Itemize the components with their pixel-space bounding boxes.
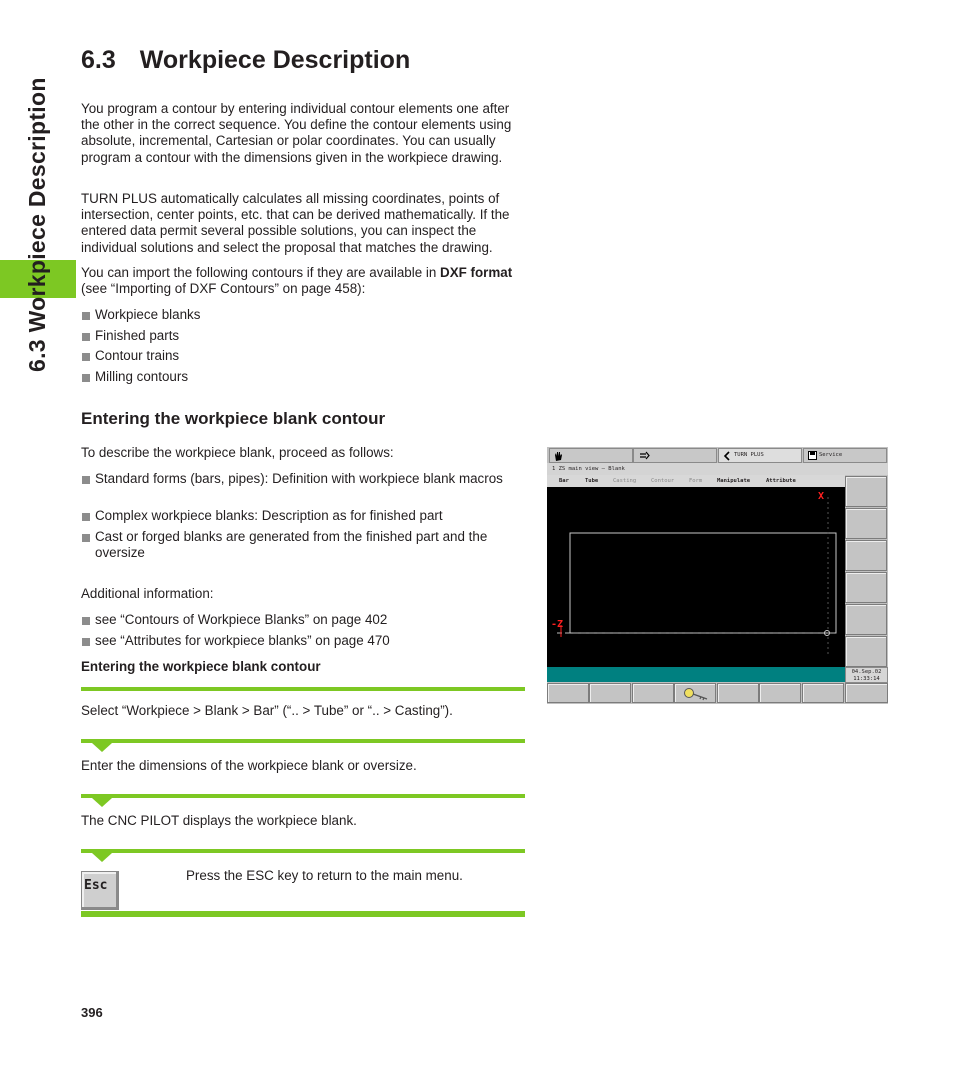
side-title-text: 6.3 Workpiece Description [24, 77, 50, 372]
menu-item-contour: Contour [651, 478, 675, 484]
step-arrow-icon [92, 798, 112, 807]
list-item: Milling contours [81, 369, 545, 385]
softkey-bottom-3[interactable] [632, 683, 674, 703]
intro-paragraph-2: TURN PLUS automatically calculates all missing coordinates, points of intersection, center points, etc. that can be derived mathematically. If the entered data permit several possible solutions, you can inspect the individual solutions and select the proposal that matches the drawing. [81, 191, 510, 255]
screen-breadcrumb: 1 ZS main view – Blank [547, 463, 888, 475]
step-1: Select “Workpiece > Blank > Bar” (“.. > Tube” or “.. > Casting”). [81, 703, 453, 718]
time-text: 11:33:14 [853, 676, 880, 682]
list-item: Cast or forged blanks are generated from the finished part and the oversize [81, 529, 525, 561]
menu-item-tube: Tube [585, 478, 599, 484]
tab-manual [549, 448, 633, 463]
softkey-bottom-1[interactable] [547, 683, 589, 703]
softkey-bottom-4[interactable] [674, 683, 716, 703]
tab-service: Service [803, 448, 887, 463]
step-divider [81, 794, 525, 798]
page-title [81, 46, 410, 75]
section-title: Workpiece Description [139, 46, 411, 74]
softkey-bottom-8[interactable] [845, 683, 888, 703]
step-4: Press the ESC key to return to the main menu. [186, 868, 463, 883]
menu-item-casting: Casting [613, 478, 637, 484]
x-axis-label: X [818, 491, 825, 502]
subsection-heading: Entering the workpiece blank contour [81, 409, 386, 428]
list-item: Standard forms (bars, pipes): Definition with workpiece blank macros [81, 471, 515, 487]
list-item: Complex workpiece blanks: Description as for finished part [81, 508, 515, 524]
step-arrow-icon [92, 853, 112, 862]
menu-item-manipulate: Manipulate [717, 478, 751, 484]
softkey-right-3[interactable] [845, 540, 887, 571]
list-item: Finished parts [81, 328, 545, 344]
cnc-screenshot [547, 447, 888, 704]
turn-plus-icon [723, 451, 731, 461]
softkey-bottom-2[interactable] [589, 683, 631, 703]
step-arrow-icon [92, 743, 112, 752]
procedure-title: Entering the workpiece blank contour [81, 659, 321, 674]
softkey-right-1[interactable] [845, 476, 887, 507]
date-time-display [845, 667, 888, 683]
softkey-bottom-5[interactable] [717, 683, 759, 703]
step-2: Enter the dimensions of the workpiece blank or oversize. [81, 758, 417, 773]
step-divider [81, 739, 525, 743]
softkey-right-4[interactable] [845, 572, 887, 603]
step-divider [81, 849, 525, 853]
z-axis-label: -Z [551, 619, 564, 630]
softkey-right-6[interactable] [845, 636, 887, 667]
softkey-right-5[interactable] [845, 604, 887, 635]
tab-program [633, 448, 717, 463]
esc-key-icon: Esc [81, 871, 119, 910]
menu-item-form: Form [689, 478, 703, 484]
tab-turn-plus: TURN PLUS [718, 448, 802, 463]
list-item: Contour trains [81, 348, 545, 364]
chapter-side-title [24, 52, 58, 372]
step-divider [81, 911, 525, 917]
page-number: 396 [81, 1005, 103, 1020]
softkey-bottom-7[interactable] [802, 683, 844, 703]
describe-intro: To describe the workpiece blank, proceed as follows: [81, 445, 394, 460]
status-bar [547, 667, 845, 682]
additional-label: Additional information: [81, 586, 214, 601]
service-icon [808, 451, 817, 460]
list-item: see “Contours of Workpiece Blanks” on page 402 [81, 612, 545, 628]
list-item: see “Attributes for workpiece blanks” on page 470 [81, 633, 545, 649]
screen-tabs [547, 447, 888, 463]
list-item: Workpiece blanks [81, 307, 545, 323]
key-icon [683, 687, 709, 701]
step-3: The CNC PILOT displays the workpiece blank. [81, 813, 357, 828]
step-divider [81, 687, 525, 691]
screen-menu-bar [547, 475, 845, 487]
graphic-window [547, 487, 845, 667]
menu-item-bar: Bar [559, 478, 569, 484]
workpiece-graphic [547, 487, 845, 667]
intro-paragraph-1: You program a contour by entering individual contour elements one after the other in the correct sequence. You define the contour elements using absolute, incremental, Cartesian or polar coordinates. You can usually program a contour with the dimensions given in the workpiece drawing. [81, 101, 512, 165]
softkey-bottom-6[interactable] [759, 683, 801, 703]
section-number: 6.3 [81, 46, 116, 74]
program-icon [639, 451, 651, 461]
hand-icon [553, 450, 563, 462]
softkey-right-2[interactable] [845, 508, 887, 539]
dxf-paragraph: You can import the following contours if they are available in DXF format (see “Importing of DXF Contours” on page 458): [81, 265, 513, 297]
date-text: 04.Sep.02 [851, 669, 882, 675]
menu-item-attribute: Attribute [766, 478, 796, 484]
